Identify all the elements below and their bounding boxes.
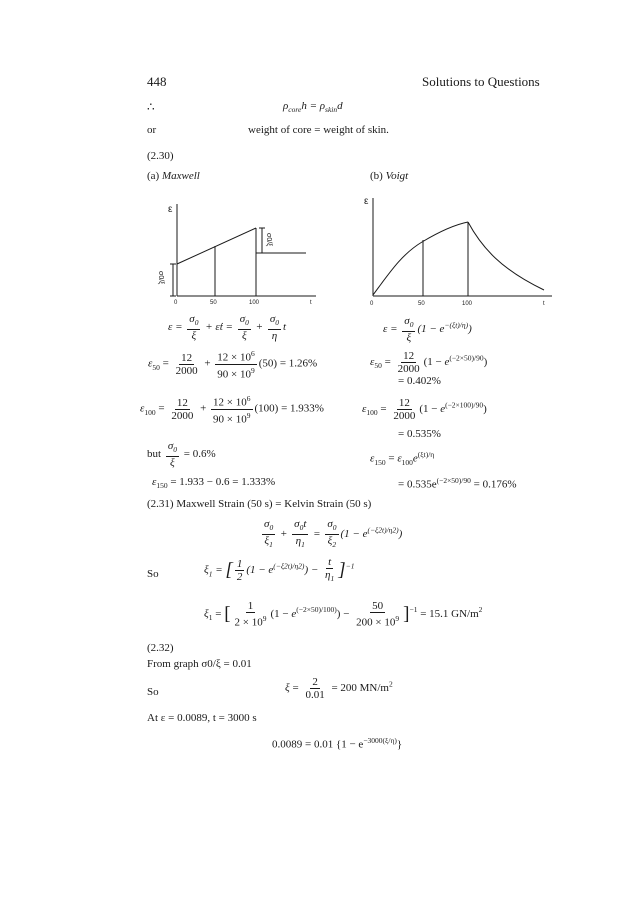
q231-label: (2.31) Maxwell Strain (50 s) = Kelvin Strain (50 s) bbox=[147, 498, 372, 510]
maxwell-tick-0: 0 bbox=[174, 300, 178, 306]
maxwell-tick-100: 100 bbox=[249, 300, 260, 306]
maxwell-general-eq: ε = $\frac{\sigma_0}{\xi}$ + ε̇t = $\frac{\sigma_0}{\xi}$ + $\frac{\sigma_0}{\eta}$ t bbox=[168, 313, 287, 343]
maxwell-e50-eq: $\varepsilon_{50}$ = $\frac{12}{2000}$ + $\frac{12 \times 10^6}{90 \times 10^9}$ (50) = 1.26% bbox=[148, 349, 318, 381]
maxwell-tick-50: 50 bbox=[210, 300, 217, 306]
voigt-tick-100: 100 bbox=[462, 301, 473, 307]
voigt-e50-value: = 0.402% bbox=[398, 375, 441, 387]
maxwell-e150-eq: $\varepsilon_{150} = 1.933 - 0.6 = 1.333\%$ bbox=[152, 476, 276, 491]
maxwell-annot-lower: σ0/ξ bbox=[157, 271, 164, 285]
question-label: (2.30) bbox=[147, 150, 174, 162]
voigt-title: (b) Voigt bbox=[370, 170, 409, 182]
voigt-tick-50: 50 bbox=[418, 301, 425, 307]
voigt-e150-def: $\varepsilon_{150} = \varepsilon_{100}e^{(\xi t)/\eta}$ bbox=[370, 450, 435, 467]
maxwell-chart bbox=[158, 198, 320, 306]
maxwell-ramp-line bbox=[177, 228, 256, 264]
or-label: or bbox=[147, 124, 157, 136]
voigt-e100-value: = 0.535% bbox=[398, 428, 441, 440]
voigt-creep-curve bbox=[373, 222, 468, 295]
q232-final-eq: 0.0089 = 0.01 $\{1 - e^{-3000(\xi/\eta)}\}$ bbox=[272, 736, 403, 751]
q231-xi1-general: $\xi_1$ = [ $\frac{1}{2}$ $(1 - e^{(-\xi 2t)/\eta 2)})$ − $\frac{t}{\eta_1}$ ]$^{-1}$ bbox=[204, 556, 355, 584]
voigt-chart bbox=[362, 192, 558, 310]
q231-equality-eq: $\frac{\sigma_0}{\xi_1}$ + $\frac{\sigma_0t}{\eta_1}$ = $\frac{\sigma_0}{\xi_2}$ $(1 - e^{(-\xi 2t)/\eta 2)})$ bbox=[264, 518, 403, 550]
density-equation: $\rho_{core}h = \rho_{skin}d$ bbox=[283, 100, 343, 115]
therefore-symbol: ∴ bbox=[147, 100, 155, 114]
but-line: but $\frac{\sigma_0}{\xi}$ = 0.6% bbox=[147, 440, 216, 470]
maxwell-annot-upper: σ0/ξ bbox=[265, 233, 272, 247]
maxwell-title: (a) Maxwell bbox=[147, 170, 200, 182]
weight-equation: weight of core = weight of skin. bbox=[248, 124, 389, 136]
voigt-y-label: ε bbox=[364, 196, 369, 207]
running-title: Solutions to Questions bbox=[422, 74, 540, 89]
voigt-recovery-curve bbox=[468, 222, 544, 290]
page-number: 448 bbox=[147, 74, 167, 89]
voigt-e50-eq: $\varepsilon_{50}$ = $\frac{12}{2000}$ $(1 - e^{(-2\times 50)/90})$ bbox=[370, 350, 488, 375]
maxwell-tick-t: t bbox=[310, 300, 312, 306]
voigt-e150-eq: = $0.535e^{(-2\times 50)/90} = 0.176\%$ bbox=[398, 476, 517, 491]
maxwell-e100-eq: $\varepsilon_{100}$ = $\frac{12}{2000}$ + $\frac{12 \times 10^6}{90 \times 10^9}$ (100) = 1.933% bbox=[140, 394, 324, 426]
q232-from-graph: From graph σ0/ξ = 0.01 bbox=[147, 658, 252, 670]
q231-xi1-result: $\xi_1$ = [ $\frac{1}{2 \times 10^9}$ $(1 - e^{(-2\times 50)/100)})$ − $\frac{50}{200 \times 10^9}$ ]$^{-1}$ = 15.1 $GN/m^2$ bbox=[204, 600, 483, 629]
voigt-tick-t: t bbox=[543, 301, 545, 307]
q232-label: (2.32) bbox=[147, 642, 174, 654]
voigt-e100-eq: $\varepsilon_{100}$ = $\frac{12}{2000}$ $(1 - e^{(-2\times 100)/90})$ bbox=[362, 397, 487, 422]
q232-at-line: At ε = 0.0089, t = 3000 s bbox=[147, 712, 257, 724]
q231-so-label: So bbox=[147, 568, 159, 580]
q232-xi-eq: ξ = $\frac{2}{0.01}$ = 200 $MN/m^2$ bbox=[285, 676, 393, 701]
voigt-general-eq: ε = $\frac{\sigma_0}{\xi}$ $(1 - e^{-(\xi t)/\eta)})$ bbox=[383, 315, 472, 345]
voigt-tick-0: 0 bbox=[370, 301, 374, 307]
maxwell-y-label: ε bbox=[168, 204, 173, 215]
q232-so-label: So bbox=[147, 686, 159, 698]
